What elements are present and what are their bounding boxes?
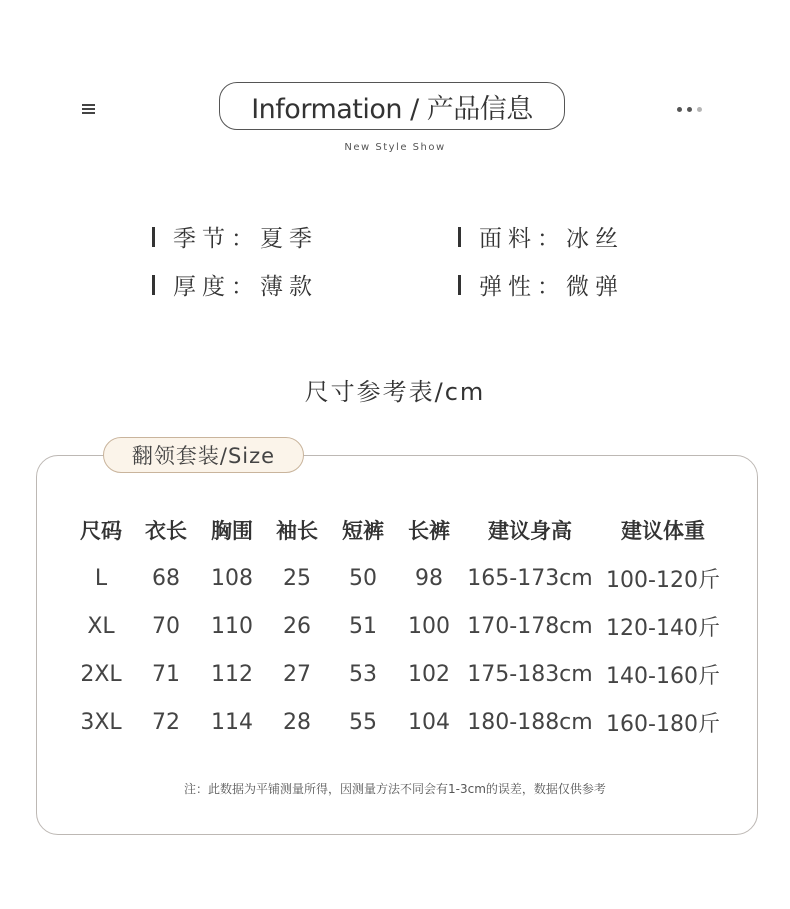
table-cell: 51 <box>349 613 377 639</box>
table-cell: 104 <box>408 709 450 735</box>
table-cell: 2XL <box>80 661 122 687</box>
table-cell: 53 <box>349 661 377 687</box>
table-cell: 114 <box>211 709 253 735</box>
table-cell: 108 <box>211 565 253 591</box>
attribute-bar <box>152 227 155 247</box>
measurement-note: 注：此数据为平铺测量所得，因测量方法不同会有1-3cm的误差，数据仅供参考 <box>184 782 606 796</box>
table-cell: 72 <box>152 709 180 735</box>
attribute-label: 季节： <box>173 226 260 252</box>
attribute-fabric <box>458 220 624 253</box>
table-cell: L <box>94 565 108 591</box>
table-cell: 26 <box>283 613 311 639</box>
table-cell: 140-160斤 <box>606 663 720 689</box>
table-cell: 160-180斤 <box>606 711 720 737</box>
table-cell: 55 <box>349 709 377 735</box>
table-row <box>70 602 728 650</box>
page-title <box>219 82 565 130</box>
attribute-thickness <box>152 268 318 301</box>
table-cell: 3XL <box>80 709 122 735</box>
attribute-season <box>152 220 318 253</box>
column-header: 短裤 <box>342 519 384 543</box>
table-cell: 170-178cm <box>467 613 593 639</box>
column-header: 胸围 <box>211 519 253 543</box>
attribute-label: 面料： <box>479 226 566 252</box>
table-cell: 120-140斤 <box>606 615 720 641</box>
table-cell: 25 <box>283 565 311 591</box>
size-chart-heading: 尺寸参考表/cm <box>304 378 486 406</box>
table-cell: 71 <box>152 661 180 687</box>
table-cell: 100-120斤 <box>606 567 720 593</box>
column-header: 衣长 <box>145 519 187 543</box>
attribute-value: 夏季 <box>260 226 318 252</box>
column-header: 建议体重 <box>621 519 705 543</box>
table-cell: 110 <box>211 613 253 639</box>
more-dots-icon[interactable] <box>677 107 702 112</box>
table-cell: 50 <box>349 565 377 591</box>
attribute-value: 微弹 <box>566 274 624 300</box>
attribute-bar <box>458 227 461 247</box>
attribute-bar <box>458 275 461 295</box>
table-cell: 100 <box>408 613 450 639</box>
table-cell: 180-188cm <box>467 709 593 735</box>
table-cell: 28 <box>283 709 311 735</box>
table-cell: 175-183cm <box>467 661 593 687</box>
column-header: 长裤 <box>408 519 450 543</box>
attribute-value: 薄款 <box>260 274 318 300</box>
page-title-text: Information / 产品信息 <box>251 93 533 125</box>
column-header: 建议身高 <box>488 519 572 543</box>
table-cell: XL <box>87 613 115 639</box>
table-cell: 112 <box>211 661 253 687</box>
table-header-row <box>70 506 728 554</box>
table-cell: 102 <box>408 661 450 687</box>
attribute-value: 冰丝 <box>566 226 624 252</box>
table-cell: 70 <box>152 613 180 639</box>
table-row <box>70 650 728 698</box>
size-table <box>70 506 728 746</box>
page-subtitle: New Style Show <box>344 142 446 153</box>
attribute-bar <box>152 275 155 295</box>
table-row <box>70 554 728 602</box>
column-header: 袖长 <box>276 519 318 543</box>
table-cell: 68 <box>152 565 180 591</box>
table-cell: 165-173cm <box>467 565 593 591</box>
attribute-label: 厚度： <box>173 274 260 300</box>
attribute-elasticity <box>458 268 624 301</box>
table-cell: 98 <box>415 565 443 591</box>
table-cell: 27 <box>283 661 311 687</box>
size-chart-tag-text: 翻领套装/Size <box>131 444 276 468</box>
column-header: 尺码 <box>80 519 122 543</box>
size-chart-tag <box>103 437 304 473</box>
attribute-label: 弹性： <box>479 274 566 300</box>
table-row <box>70 698 728 746</box>
menu-icon[interactable] <box>82 104 95 116</box>
